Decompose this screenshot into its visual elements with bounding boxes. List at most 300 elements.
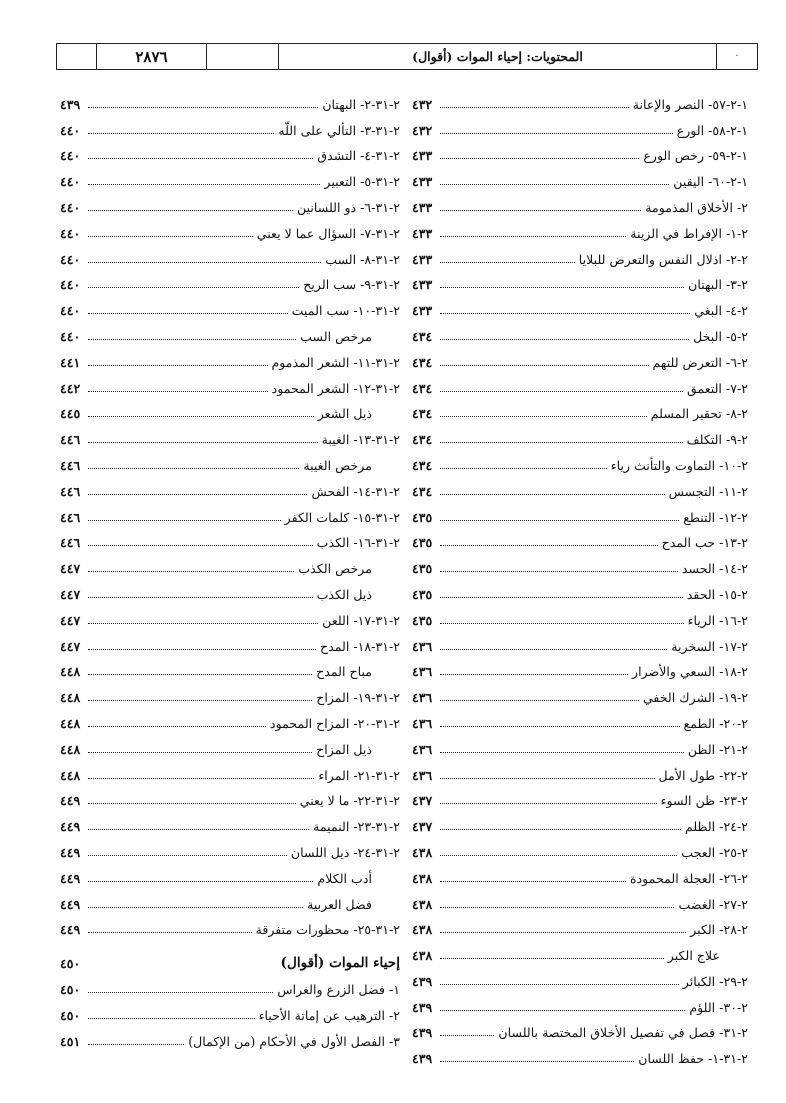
dot-leader (440, 1010, 685, 1011)
toc-entry (412, 525, 748, 551)
toc-entry-page: ٤٥١ (60, 1033, 81, 1049)
toc-entry-page: ٤٣٣ (412, 303, 433, 319)
toc-entry-page: ٤٣٣ (412, 225, 433, 241)
toc-entry-page: ٤٣٣ (412, 199, 433, 215)
toc-entry (412, 267, 748, 293)
toc-entry-title: ذيل الكذب (316, 586, 372, 602)
toc-entry-page: ٤٤٢ (60, 380, 81, 396)
dot-leader (440, 726, 680, 727)
toc-entry-title: ٢-٣٠- اللؤم (689, 999, 748, 1015)
toc-entry-title: ٢-٤- البغي (694, 303, 748, 319)
header-cell-empty-left (57, 44, 97, 69)
dot-leader (440, 674, 628, 675)
toc-entry-title: ٢-٣١-٤- التشدق (317, 148, 400, 164)
dot-leader (88, 210, 293, 211)
dot-leader (440, 262, 575, 263)
dot-leader (440, 339, 689, 340)
dot-leader (440, 881, 626, 882)
toc-entry-title: ٢-٣١-١٢- الشعر المحمود (271, 380, 400, 396)
toc-entry (60, 241, 400, 267)
toc-entry-title: ٢- الأخلاق المذمومة (645, 199, 748, 215)
dot-leader (440, 932, 686, 933)
toc-entry-title: ٢-٢٥- العجب (681, 844, 748, 860)
toc-entry-title: ذيل المزاح (316, 741, 372, 757)
page-header (56, 43, 758, 70)
dot-leader (88, 468, 299, 469)
toc-entry-page: ٤٤٠ (60, 251, 81, 267)
dot-leader (88, 184, 320, 185)
toc-entry-title: ٢-٣١-٨- السب (325, 251, 400, 267)
dot-leader (88, 158, 313, 159)
toc-entry-title: ٢-١- الإفراط في الزينة (630, 225, 748, 241)
toc-entry-page: ٤٣٦ (412, 741, 433, 757)
toc-entry-title: ٢-٣١-١٨- المدح (320, 638, 400, 654)
toc-entry (60, 396, 400, 422)
toc-entry (412, 783, 748, 809)
toc-entry (412, 421, 748, 447)
toc-entry (60, 267, 400, 293)
toc-entry-page: ٤٤٩ (60, 896, 81, 912)
toc-entry-page: ٤٣٣ (412, 277, 433, 293)
toc-entry (60, 783, 400, 809)
dot-leader (88, 649, 316, 650)
toc-entry-title: ٢-٦- التعرض للتهم (652, 354, 748, 370)
dot-leader (440, 958, 664, 959)
toc-entry (412, 318, 748, 344)
toc-entry-page: ٤٤٦ (60, 509, 81, 525)
toc-left-column (60, 86, 400, 1049)
toc-entry-title: ٢-٢٣- ظن السوء (660, 793, 748, 809)
toc-entry (412, 886, 748, 912)
toc-entry-page: ٤٤٩ (60, 793, 81, 809)
toc-entry-page: ٤٤٠ (60, 199, 81, 215)
dot-leader (440, 520, 679, 521)
toc-entry-title: ٢-٣١-١٦- الكذب (316, 535, 400, 551)
toc-entry (412, 654, 748, 680)
toc-entry-title: ٢-٣١- فصل في تفصيل الأخلاق المختصة باللسان (498, 1025, 748, 1041)
toc-entry (60, 473, 400, 499)
toc-entry-title: مرخص الغيبة (303, 457, 372, 473)
toc-entry-page: ٤٣٤ (412, 432, 433, 448)
toc-entry (60, 344, 400, 370)
toc-entry (412, 705, 748, 731)
toc-entry-title: ٢-١٢- التنطع (683, 509, 748, 525)
toc-entry (412, 344, 748, 370)
toc-entry (60, 731, 400, 757)
toc-entry-title: ٢-١٦- الرياء (687, 612, 748, 628)
toc-entry (60, 912, 400, 938)
dot-leader (88, 1018, 255, 1019)
toc-entry (412, 860, 748, 886)
toc-entry-page: ٤٣٦ (412, 767, 433, 783)
dot-leader (88, 700, 312, 701)
toc-entry-page: ٤٣٦ (412, 638, 433, 654)
toc-entry-title: ٢-٣١-٥- التعبير (324, 174, 400, 190)
toc-entry-title: ٢-٢٢- طول الأمل (658, 767, 748, 783)
toc-entry-page: ٤٣٦ (412, 690, 433, 706)
toc-entry-title: ٢-٣١-٢٤- ذيل اللسان (290, 844, 400, 860)
toc-entry-title: ٢-١٤- الحسد (681, 561, 748, 577)
toc-entry-title: ٢-٣١-٢٥- محظورات متفرقة (255, 922, 400, 938)
toc-entry (412, 628, 748, 654)
toc-entry (412, 550, 748, 576)
dot-leader (88, 829, 309, 830)
toc-entry-page: ٤٤٠ (60, 303, 81, 319)
toc-entry (60, 215, 400, 241)
toc-entry-title: ٢-٣١-١٥- كلمات الكفر (284, 509, 400, 525)
toc-entry (412, 937, 748, 963)
toc-entry-page: ٤٤١ (60, 354, 81, 370)
dot-leader (440, 184, 669, 185)
toc-entry (412, 834, 748, 860)
toc-entry-title: ٢-٥- البخل (693, 328, 748, 344)
dot-leader (88, 287, 299, 288)
dot-leader (88, 339, 296, 340)
dot-leader (440, 700, 639, 701)
dot-leader (440, 829, 681, 830)
toc-entry (60, 138, 400, 164)
toc-entry-page: ٤٣٣ (412, 148, 433, 164)
toc-entry-page: ٤٤٠ (60, 174, 81, 190)
toc-entry-page: ٤٤٨ (60, 690, 81, 706)
dot-leader (440, 158, 639, 159)
toc-entry (60, 602, 400, 628)
toc-entry-page: ٤٥٠ (60, 982, 81, 998)
toc-entry-page: ٤٤٨ (60, 741, 81, 757)
toc-entry (412, 447, 748, 473)
toc-entry (412, 679, 748, 705)
toc-entry-page: ٤٣٦ (412, 664, 433, 680)
header-cell-empty (207, 44, 279, 69)
dot-leader (88, 545, 313, 546)
toc-entry (412, 963, 748, 989)
dot-leader (440, 803, 657, 804)
toc-entry-title: ٢-٣١-١١- الشعر المذموم (271, 354, 400, 370)
toc-entry (60, 1023, 400, 1049)
toc-entry (412, 1015, 748, 1041)
toc-entry-page: ٤٣٤ (412, 380, 433, 396)
dot-leader (88, 520, 281, 521)
dot-leader (440, 133, 673, 134)
toc-entry-page: ٤٣٤ (412, 406, 433, 422)
toc-entry-title: ٢-٣١-٦- ذو اللسانين (296, 199, 400, 215)
toc-entry-title: ٢-٣١-١٣- الغيبة (321, 432, 400, 448)
toc-entry-title: ٢-٢- اذلال النفس والتعرض للبلايا (578, 251, 748, 267)
toc-entry (412, 370, 748, 396)
toc-entry (60, 628, 400, 654)
toc-entry-page: ٤٤٩ (60, 819, 81, 835)
toc-entry-page: ٤٤٦ (60, 483, 81, 499)
toc-entry-page: ٤٤٧ (60, 586, 81, 602)
toc-entry (60, 834, 400, 860)
toc-entry-page: ٤٣٣ (412, 174, 433, 190)
toc-entry-page: ٤٤٠ (60, 328, 81, 344)
toc-entry-page: ٤٤٧ (60, 561, 81, 577)
toc-entry (412, 912, 748, 938)
toc-entry-page: ٤٣٩ (60, 96, 81, 112)
toc-entry (412, 576, 748, 602)
dot-leader (88, 442, 318, 443)
toc-entry (60, 112, 400, 138)
dot-leader (440, 855, 677, 856)
dot-leader (88, 726, 266, 727)
dot-leader (440, 1035, 494, 1036)
dot-leader (88, 262, 321, 263)
toc-entry-title: ٢-٣١-٢١- المراء (318, 767, 400, 783)
toc-entry-page: ٤٤٨ (60, 715, 81, 731)
toc-entry-title: ٢-١٣- حب المدح (661, 535, 748, 551)
toc-entry-page: ٤٣٤ (412, 483, 433, 499)
dot-leader (440, 391, 683, 392)
dot-leader (88, 313, 288, 314)
toc-entry-page: ٤٣٩ (412, 1051, 433, 1067)
toc-entry (412, 138, 748, 164)
dot-leader (440, 752, 684, 753)
dot-leader (88, 881, 313, 882)
toc-entry-page: ٤٣٤ (412, 354, 433, 370)
toc-entry-page: ٤٤٩ (60, 922, 81, 938)
toc-entry (60, 576, 400, 602)
toc-entry-title: ٢-٣١-٢٢- ما لا يعني (299, 793, 400, 809)
toc-entry-title: ٢-٣١-٢٣- النميمة (313, 819, 400, 835)
toc-entry (412, 396, 748, 422)
toc-entry-title: ٢-٧- التعمق (686, 380, 748, 396)
header-corner-mark: · (735, 51, 739, 62)
toc-entry-title: ٢-٣١-٧- السؤال عما لا يعني (256, 225, 400, 241)
toc-entry (60, 499, 400, 525)
toc-entry-page: ٤٣٥ (412, 561, 433, 577)
dot-leader (440, 545, 658, 546)
toc-entry-page: ٤٤٠ (60, 225, 81, 241)
toc-entry-page: ٤٣٢ (412, 122, 433, 138)
dot-leader (440, 623, 684, 624)
toc-entry (412, 292, 748, 318)
toc-entry-title: ٢-١٧- السخرية (671, 638, 748, 654)
dot-leader (440, 597, 683, 598)
toc-entry-title: ٢-٢٦- العجلة المحمودة (629, 870, 748, 886)
toc-entry-title: ٢-١٥- الحقد (686, 586, 748, 602)
dot-leader (88, 674, 312, 675)
toc-entry-title: ٢-٣١-١٠- سب الميت (291, 303, 400, 319)
toc-entry-title: ٢-١٩- الشرك الخفي (642, 690, 748, 706)
dot-leader (440, 778, 655, 779)
toc-entry (412, 86, 748, 112)
toc-entry-page: ٤٤٥ (60, 406, 81, 422)
toc-entry-page: ٤٣٥ (412, 586, 433, 602)
toc-entry-page: ٤٣٨ (412, 896, 433, 912)
toc-entry-title: ١-٢-٥٧- النصر والإعانة (632, 96, 748, 112)
toc-entry-page: ٤٤٧ (60, 638, 81, 654)
dot-leader (440, 494, 665, 495)
toc-entry-title: ٢-٣١-٢- البهتان (322, 96, 400, 112)
toc-entry-title: ٢-١٠- التماوت والتأنث رياء (610, 457, 748, 473)
toc-entry-title: مباح المدح (316, 664, 372, 680)
toc-entry-page: ٤٣٩ (412, 1025, 433, 1041)
toc-entry-title: ٣- الفصل الأول في الأحكام (من الإكمال) (188, 1033, 400, 1049)
toc-entry (412, 189, 748, 215)
toc-entry (60, 189, 400, 215)
toc-entry-page: ٤٤٠ (60, 122, 81, 138)
toc-entry (412, 757, 748, 783)
dot-leader (88, 932, 252, 933)
toc-entry-page: ٤٣٧ (412, 819, 433, 835)
dot-leader (440, 442, 683, 443)
dot-leader (88, 1044, 184, 1045)
toc-entry-page: ٤٤٧ (60, 612, 81, 628)
dot-leader (88, 623, 318, 624)
toc-entry-title: ٢-٢١- الظن (687, 741, 748, 757)
toc-entry-title: ٢-٢٨- الكبر (690, 922, 748, 938)
toc-entry-page: ٤٣٥ (412, 612, 433, 628)
dot-leader (88, 778, 314, 779)
dot-leader (88, 992, 273, 993)
toc-entry-page: ٤٣٤ (412, 328, 433, 344)
dot-leader (88, 803, 296, 804)
toc-entry (60, 550, 400, 576)
toc-entry-page: ٤٤٦ (60, 457, 81, 473)
toc-entry (412, 241, 748, 267)
toc-entry-page: ٤٤٨ (60, 767, 81, 783)
toc-entry-page: ٤٣٦ (412, 715, 433, 731)
toc-entry (60, 886, 400, 912)
toc-entry-page: ٤٣٤ (412, 457, 433, 473)
toc-entry-title: علاج الكبر (667, 948, 720, 964)
toc-entry-page: ٤٣٨ (412, 844, 433, 860)
dot-leader (440, 649, 667, 650)
toc-entry (60, 808, 400, 834)
toc-entry (60, 525, 400, 551)
toc-entry-title: ٢-٣١-١٧- اللعن (322, 612, 400, 628)
toc-entry-title: مرخص السب (300, 328, 372, 344)
dot-leader (440, 287, 684, 288)
toc-entry (412, 112, 748, 138)
toc-entry-title: ٢-٢٤- الظلم (684, 819, 748, 835)
toc-entry-page: ٤٣٥ (412, 535, 433, 551)
toc-entry (412, 808, 748, 834)
toc-entry (60, 705, 400, 731)
dot-leader (440, 468, 607, 469)
toc-entry-title: ١-٢-٥٨- الورع (676, 122, 748, 138)
toc-entry-title: ٢-٣١-١- حفظ اللسان (638, 1051, 748, 1067)
toc-entry (412, 1040, 748, 1066)
toc-entry-title: ٢-٣١-٣- التألي على اللّه (278, 122, 400, 138)
dot-leader (440, 236, 626, 237)
dot-leader (440, 210, 641, 211)
toc-entry-title: ٢-٣١-٩- سب الريح (303, 277, 400, 293)
toc-entry (412, 499, 748, 525)
toc-entry-page: ٤٥٠ (60, 1007, 81, 1023)
toc-entry-title: ١-٢-٥٩- رخص الورع (643, 148, 748, 164)
dot-leader (88, 597, 313, 598)
toc-entry-page: ٤٣٨ (412, 922, 433, 938)
dot-leader (440, 313, 690, 314)
toc-entry-title: ٢-٨- تحقير المسلم (650, 406, 748, 422)
dot-leader (88, 365, 268, 366)
toc-entry-page: ٤٣٣ (412, 251, 433, 267)
toc-entry (60, 679, 400, 705)
toc-entry-page: ٤٤٩ (60, 870, 81, 886)
toc-entry-title: إحياء الموات (أقوال) (280, 955, 400, 972)
toc-entry-page: ٤٤٨ (60, 664, 81, 680)
toc-entry-title: ٢-٣١-٢٠- المزاح المحمود (270, 715, 400, 731)
toc-entry-title: ١-٢-٦٠- اليقين (673, 174, 748, 190)
toc-entry-page: ٤٣٨ (412, 870, 433, 886)
toc-entry (60, 163, 400, 189)
toc-entry (60, 860, 400, 886)
toc-entry-page: ٤٣٩ (412, 999, 433, 1015)
toc-entry-page: ٤٣٨ (412, 948, 433, 964)
toc-entry (412, 602, 748, 628)
dot-leader (88, 855, 287, 856)
toc-entry-title: ٢-١٨- السعي والأضرار (632, 664, 748, 680)
toc-entry (412, 989, 748, 1015)
toc-entry-title: ذيل الشعر (317, 406, 372, 422)
toc-entry-title: ٢-٢٠- الطمع (683, 715, 748, 731)
dot-leader (440, 571, 678, 572)
toc-entry-page: ٤٣٢ (412, 96, 433, 112)
dot-leader (88, 236, 253, 237)
toc-entry (60, 370, 400, 396)
toc-entry (60, 318, 400, 344)
toc-entry-page: ٤٤٠ (60, 277, 81, 293)
toc-section-heading (60, 937, 400, 971)
dot-leader (440, 907, 674, 908)
toc-entry (412, 163, 748, 189)
toc-entry-page: ٤٤٩ (60, 844, 81, 860)
toc-entry-title: ٢-٣١-١٩- المزاح (316, 690, 400, 706)
toc-entry (412, 215, 748, 241)
dot-leader (440, 1061, 634, 1062)
dot-leader (440, 365, 649, 366)
running-title: المحتويات: إحياء الموات (أقوال) (279, 44, 717, 69)
dot-leader (88, 133, 274, 134)
toc-entry-title: أدب الكلام (317, 870, 372, 886)
toc-entry-title: ٢- الترهيب عن إماتة الأحياء (258, 1007, 400, 1023)
dot-leader (88, 494, 307, 495)
toc-entry-page: ٤٣٧ (412, 793, 433, 809)
dot-leader (88, 907, 303, 908)
toc-entry-title: ٢-٢٧- الغضب (678, 896, 748, 912)
toc-entry-title: ٢-٩- التكلف (686, 432, 748, 448)
toc-entry-title: ٢-٣١-١٤- الفحش (311, 483, 400, 499)
toc-entry-page: ٤٤٦ (60, 432, 81, 448)
toc-entry-title: مرخص الكذب (298, 561, 372, 577)
toc-entry (60, 292, 400, 318)
toc-entry-page: ٤٤٠ (60, 148, 81, 164)
toc-entry-title: ٢-١١- التجسس (668, 483, 748, 499)
toc-entry-page: ٤٣٥ (412, 509, 433, 525)
toc-entry (60, 421, 400, 447)
toc-entry (60, 757, 400, 783)
toc-entry-title: ١- فضل الزرع والغراس (277, 982, 400, 998)
toc-entry (60, 997, 400, 1023)
toc-entry (60, 971, 400, 997)
toc-entry (412, 473, 748, 499)
dot-leader (440, 984, 679, 985)
toc-entry (60, 654, 400, 680)
dot-leader (88, 416, 314, 417)
dot-leader (88, 571, 294, 572)
dot-leader (440, 107, 629, 108)
page-number: ٢٨٧٦ (97, 44, 207, 69)
toc-entry-title: ٢-٣- البهتان (688, 277, 748, 293)
toc-entry (60, 86, 400, 112)
dot-leader (440, 416, 647, 417)
dot-leader (88, 107, 318, 108)
toc-right-column (412, 86, 748, 1066)
toc-entry-page: ٤٥٠ (60, 956, 81, 972)
toc-entry-page: ٤٣٩ (412, 973, 433, 989)
